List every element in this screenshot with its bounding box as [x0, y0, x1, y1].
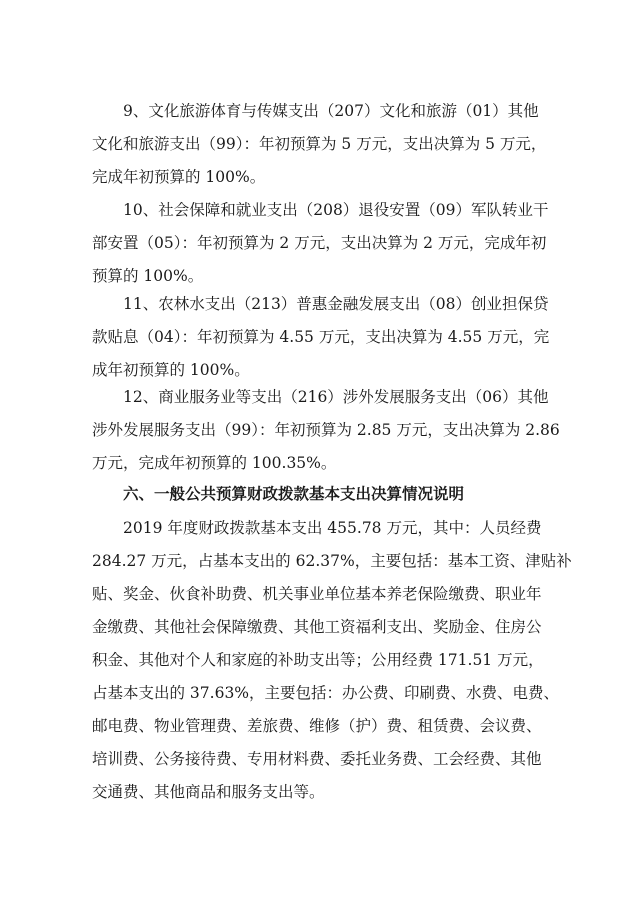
text-line: 占基本支出的 37.63%，主要包括：办公费、印刷费、水费、电费、	[92, 684, 560, 702]
paragraph-item-12	[92, 381, 562, 480]
paragraph-item-10	[92, 194, 562, 293]
text-line: 文化和旅游支出（99）：年初预算为 5 万元，支出决算为 5 万元，	[92, 135, 547, 153]
text-line: 贴、奖金、伙食补助费、机关事业单位基本养老保险缴费、职业年	[92, 585, 542, 603]
text-line: 10、社会保障和就业支出（208）退役安置（09）军队转业干	[123, 201, 549, 219]
section-body-paragraph	[92, 512, 572, 809]
text-line: 邮电费、物业管理费、差旅费、维修（护）费、租赁费、会议费、	[92, 717, 542, 735]
paragraph-item-9	[92, 95, 562, 194]
text-line: 万元，完成年初预算的 100.35%。	[92, 454, 337, 472]
text-line: 涉外发展服务支出（99）：年初预算为 2.85 万元，支出决算为 2.86	[92, 421, 560, 439]
text-line: 积金、其他对个人和家庭的补助支出等；公用经费 171.51 万元，	[92, 651, 544, 669]
text-line: 交通费、其他商品和服务支出等。	[92, 783, 325, 801]
text-line: 预算的 100%。	[92, 267, 204, 285]
text-line: 培训费、公务接待费、专用材料费、委托业务费、工会经费、其他	[92, 750, 542, 768]
text-line: 部安置（05）：年初预算为 2 万元，支出决算为 2 万元，完成年初	[92, 234, 547, 252]
text-line: 284.27 万元，占基本支出的 62.37%，主要包括：基本工资、津贴补	[92, 552, 572, 570]
text-line: 款贴息（04）：年初预算为 4.55 万元，支出决算为 4.55 万元，完	[92, 328, 550, 346]
text-line: 完成年初预算的 100%。	[92, 168, 266, 186]
text-line: 11、农林水支出（213）普惠金融发展支出（08）创业担保贷	[123, 295, 549, 313]
section-heading: 六、一般公共预算财政拨款基本支出决算情况说明	[123, 485, 465, 503]
text-line: 金缴费、其他社会保障缴费、其他工资福利支出、奖励金、住房公	[92, 618, 542, 636]
paragraph-item-11	[92, 288, 562, 387]
text-line: 2019 年度财政拨款基本支出 455.78 万元，其中：人员经费	[123, 519, 542, 537]
text-line: 成年初预算的 100%。	[92, 361, 250, 379]
text-line: 12、商业服务业等支出（216）涉外发展服务支出（06）其他	[123, 388, 549, 406]
text-line: 9、文化旅游体育与传媒支出（207）文化和旅游（01）其他	[123, 102, 539, 120]
